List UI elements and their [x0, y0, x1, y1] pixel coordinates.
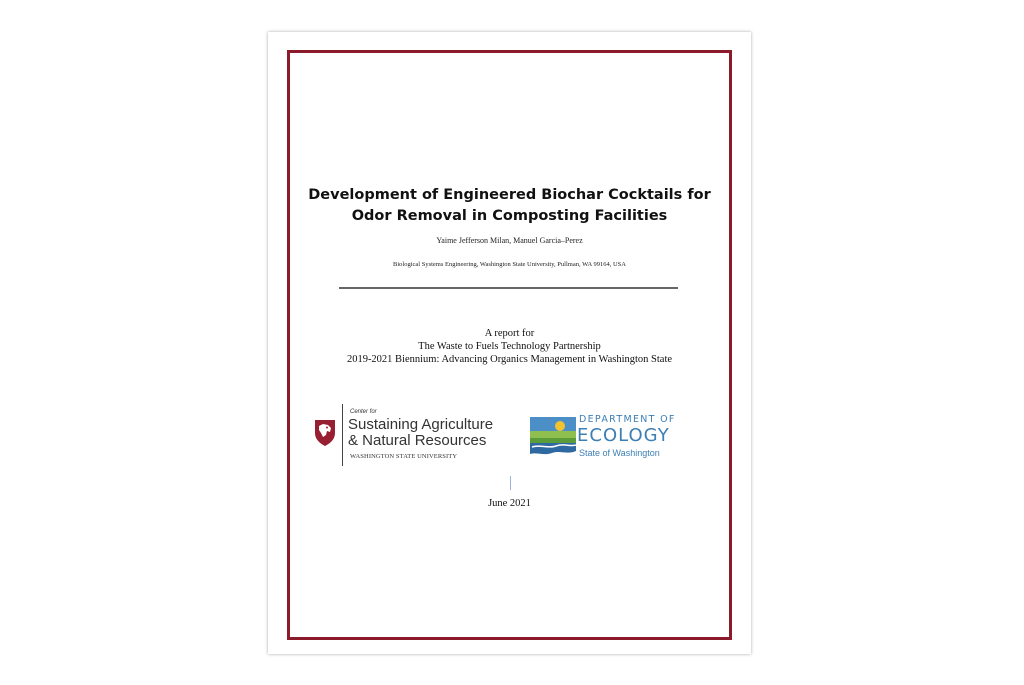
ecology-landscape-icon: [530, 417, 576, 457]
document-date: June 2021: [488, 498, 531, 509]
title-line-2: Odor Removal in Composting Facilities: [351, 208, 668, 224]
document-page: [268, 32, 751, 654]
csanr-line-1: Sustaining Agriculture: [348, 416, 494, 433]
ecology-line-1: DEPARTMENT OF: [579, 414, 676, 425]
ecology-line-3: State of Washington: [579, 448, 660, 458]
affiliation: Biological Systems Engineering, Washington State University, Pullman, WA 99164, USA: [393, 261, 626, 268]
authors: Yaime Jefferson Milan, Manuel Garcia–Perez: [436, 236, 583, 245]
title-line-1: Development of Engineered Biochar Cocktails for: [308, 187, 711, 203]
ecology-line-2: ECOLOGY: [577, 425, 670, 446]
text-cursor: [510, 476, 511, 490]
logo-divider: [342, 404, 343, 466]
report-line-2: The Waste to Fuels Technology Partnership: [418, 341, 601, 352]
logos-row: [268, 402, 751, 472]
csanr-university: WASHINGTON STATE UNIVERSITY: [350, 453, 458, 460]
report-description: [268, 327, 751, 366]
csanr-name: [348, 417, 493, 449]
horizontal-rule: [339, 287, 678, 289]
report-line-1: A report for: [484, 328, 535, 339]
wsu-cougar-shield-icon: [314, 419, 336, 447]
document-title: [268, 185, 751, 227]
csanr-line-2: & Natural Resources: [348, 432, 487, 449]
report-line-3: 2019-2021 Biennium: Advancing Organics Management in Washington State: [346, 354, 673, 365]
csanr-prefix: Center for: [350, 409, 377, 415]
